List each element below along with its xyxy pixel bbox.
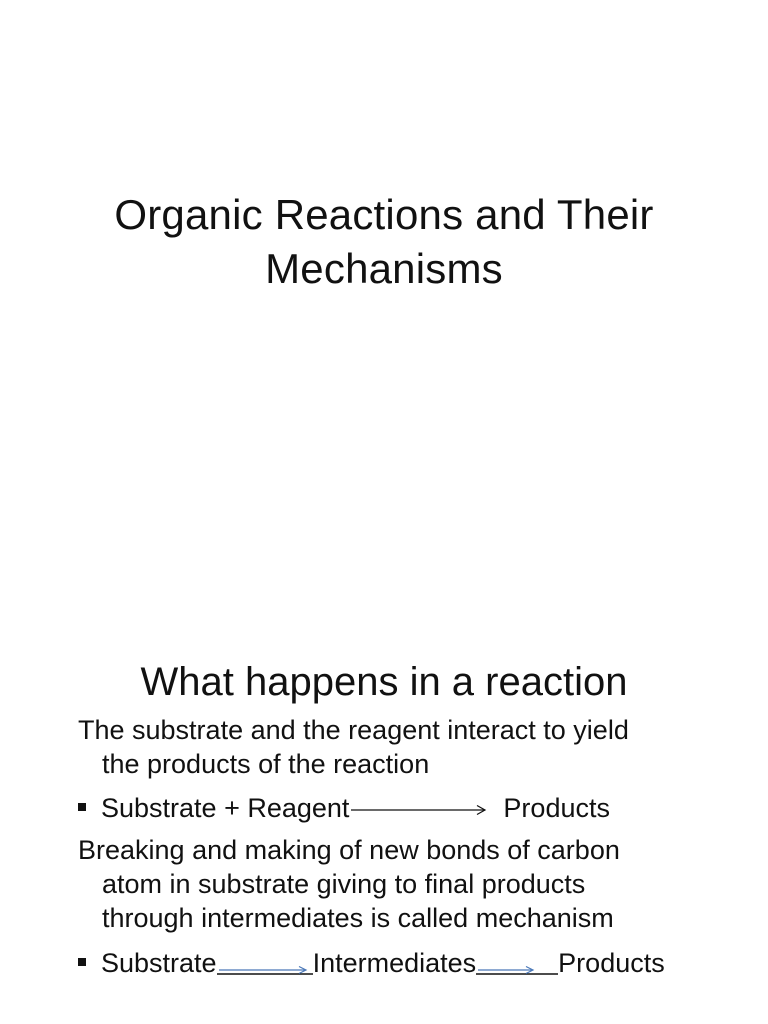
paragraph-line-1: Breaking and making of new bonds of carbon [78, 835, 620, 865]
bullet-square-icon [78, 803, 86, 811]
equation-reactants: Substrate + Reagent [101, 793, 350, 823]
slide-title-line-1: Organic Reactions and Their [114, 191, 654, 238]
mechanism-arrow-icon-2 [476, 959, 558, 975]
reaction-arrow-icon [351, 804, 491, 816]
paragraph-mechanism-definition [78, 833, 758, 935]
paragraph-line-2: the products of the reaction [102, 749, 430, 779]
slide-title [0, 188, 768, 296]
slide-heading: What happens in a reaction [140, 660, 628, 704]
slide-title-line-2: Mechanisms [265, 245, 503, 292]
bullet-mechanism-equation [78, 946, 665, 980]
mechanism-products: Products [558, 948, 665, 978]
bullet-square-icon [78, 958, 86, 966]
paragraph-line-1: The substrate and the reagent interact to yield [78, 715, 629, 745]
equation-products: Products [503, 793, 610, 823]
bullet-reaction-equation [78, 791, 610, 825]
paragraph-line-2: atom in substrate giving to final products [102, 869, 586, 899]
mechanism-intermediates: Intermediates [312, 948, 477, 978]
paragraph-line-3: through intermediates is called mechanism [102, 903, 614, 933]
paragraph-reaction-definition [78, 713, 758, 781]
mechanism-substrate: Substrate [101, 948, 217, 978]
mechanism-arrow-icon-1 [217, 959, 313, 975]
